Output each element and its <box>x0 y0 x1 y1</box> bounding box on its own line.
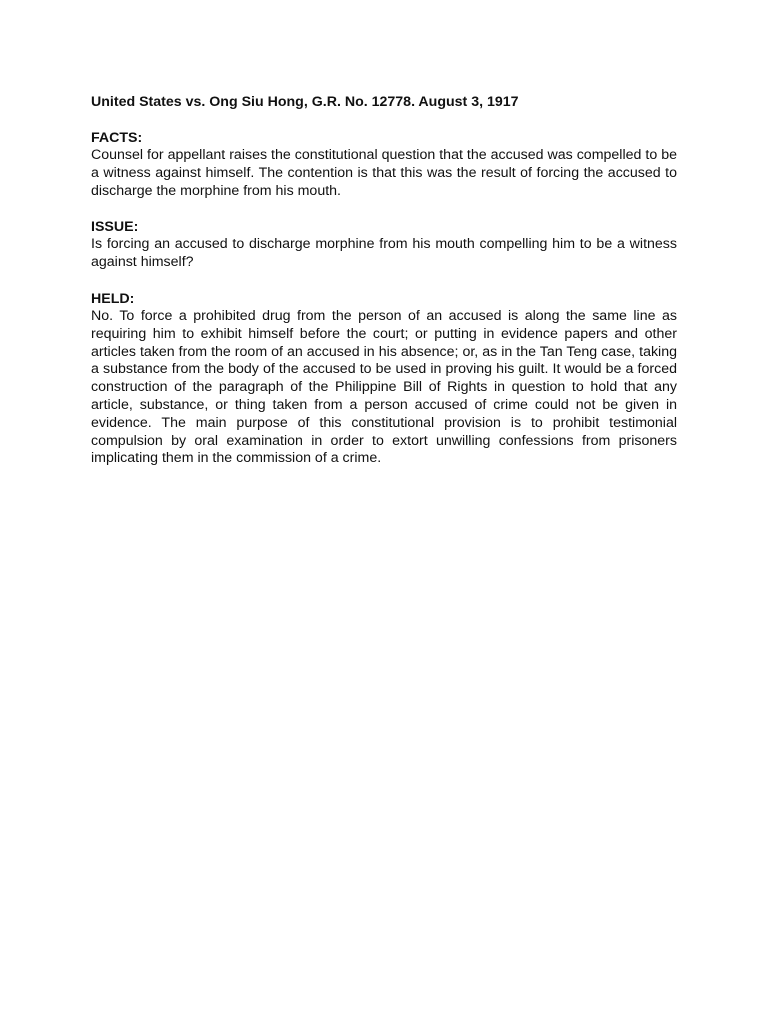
facts-heading: FACTS: <box>91 130 143 146</box>
document-page <box>91 93 677 486</box>
issue-section <box>91 218 677 272</box>
document-title: United States vs. Ong Siu Hong, G.R. No. 12778. August 3, 1917 <box>91 94 519 110</box>
held-heading: HELD: <box>91 290 135 307</box>
held-text: No. To force a prohibited drug from the person of an accused is along the same line as requiring him to exhibit himself before the court; or putting in evidence papers and other articles taken from the room of an accused in his absence; or, as in the Tan Teng case, taking a substance from the body of the accused to be used in proving his guilt. It would be a forced construction of the paragraph of the Philippine Bill of Rights in question to hold that any article, substance, or thing taken from a person accused of crime could not be given in evidence. The main purpose of this constitutional provision is to prohibit testimonial compulsion by oral examination in order to extort unwilling confessions from prisoners implicating them in the commission of a crime. <box>91 307 677 467</box>
issue-heading: ISSUE: <box>91 219 139 236</box>
issue-text: Is forcing an accused to discharge morphine from his mouth compelling him to be a witness against himself? <box>91 236 677 271</box>
held-section <box>91 290 677 468</box>
facts-section <box>91 129 677 200</box>
facts-text: Counsel for appellant raises the constitutional question that the accused was compelled to be a witness against himself. The contention is that this was the result of forcing the accused to discharge the morphine from his mouth. <box>91 147 677 199</box>
